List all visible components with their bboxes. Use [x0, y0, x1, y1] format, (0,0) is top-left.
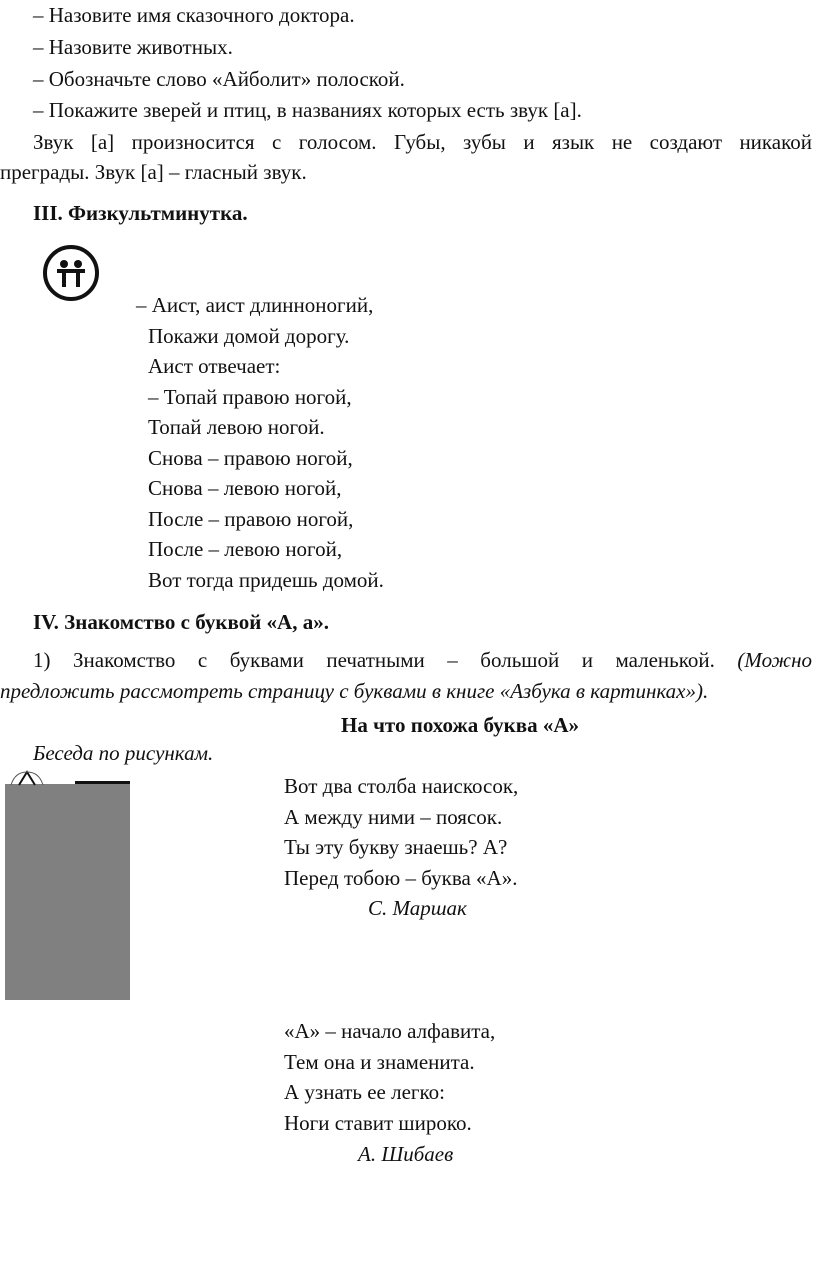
question-2: – Назовите животных. — [33, 35, 233, 59]
intro-line-2: предложить рассмотреть страницу с буквами в книге «Азбука в картинках»). — [0, 679, 709, 703]
question-1: – Назовите имя сказочного доктора. — [33, 3, 355, 27]
people-pair-icon — [43, 245, 99, 301]
question-4: – Покажите зверей и птиц, в названиях которых есть звук [а]. — [33, 98, 582, 122]
poem-line-3: Аист отвечает: — [148, 354, 281, 378]
poem-line-10: Вот тогда придешь домой. — [148, 568, 384, 592]
intro-plain-text: 1) Знакомство с буквами печатными – большой и маленькой. — [33, 648, 715, 672]
poem1-line-1: Вот два столба наискосок, — [284, 774, 519, 798]
poem1-author: С. Маршак — [368, 896, 467, 920]
letter-a-picture-edge — [5, 770, 130, 784]
poem1-line-2: А между ними – поясок. — [284, 805, 503, 829]
question-3: – Обозначьте слово «Айболит» полоской. — [33, 67, 405, 91]
poem-line-2: Покажи домой дорогу. — [148, 324, 350, 348]
poem2-author: А. Шибаев — [358, 1142, 454, 1166]
poem-line-5: Топай левою ногой. — [148, 415, 325, 439]
poem1-line-4: Перед тобою – буква «А». — [284, 866, 518, 890]
poem2-line-4: Ноги ставит широко. — [284, 1111, 472, 1135]
poem2-line-2: Тем она и знаменита. — [284, 1050, 475, 1074]
sound-paragraph-line-1: Звук [а] произносится с голосом. Губы, зубы и язык не создают никакой — [33, 130, 812, 154]
subheading: На что похожа буква «А» — [341, 713, 580, 737]
poem2-line-1: «А» – начало алфавита, — [284, 1019, 496, 1043]
sound-paragraph-line-2: преграды. Звук [а] – гласный звук. — [0, 160, 307, 184]
conversation-note: Беседа по рисункам. — [33, 741, 214, 765]
poem-line-1: – Аист, аист длинноногий, — [136, 293, 374, 317]
section-4-heading: IV. Знакомство с буквой «А, а». — [33, 610, 329, 634]
section-3-heading: III. Физкультминутка. — [33, 201, 248, 225]
poem-line-4: – Топай правою ногой, — [148, 385, 352, 409]
poem-line-9: После – левою ногой, — [148, 537, 343, 561]
intro-italic-start: (Можно — [737, 648, 813, 672]
poem1-line-3: Ты эту букву знаешь? А? — [284, 835, 508, 859]
poem-line-8: После – правою ногой, — [148, 507, 354, 531]
poem-line-6: Снова – правою ногой, — [148, 446, 353, 470]
letter-a-picture — [5, 770, 130, 1000]
poem2-line-3: А узнать ее легко: — [284, 1080, 446, 1104]
poem-line-7: Снова – левою ногой, — [148, 476, 342, 500]
intro-line-1 — [33, 645, 812, 675]
